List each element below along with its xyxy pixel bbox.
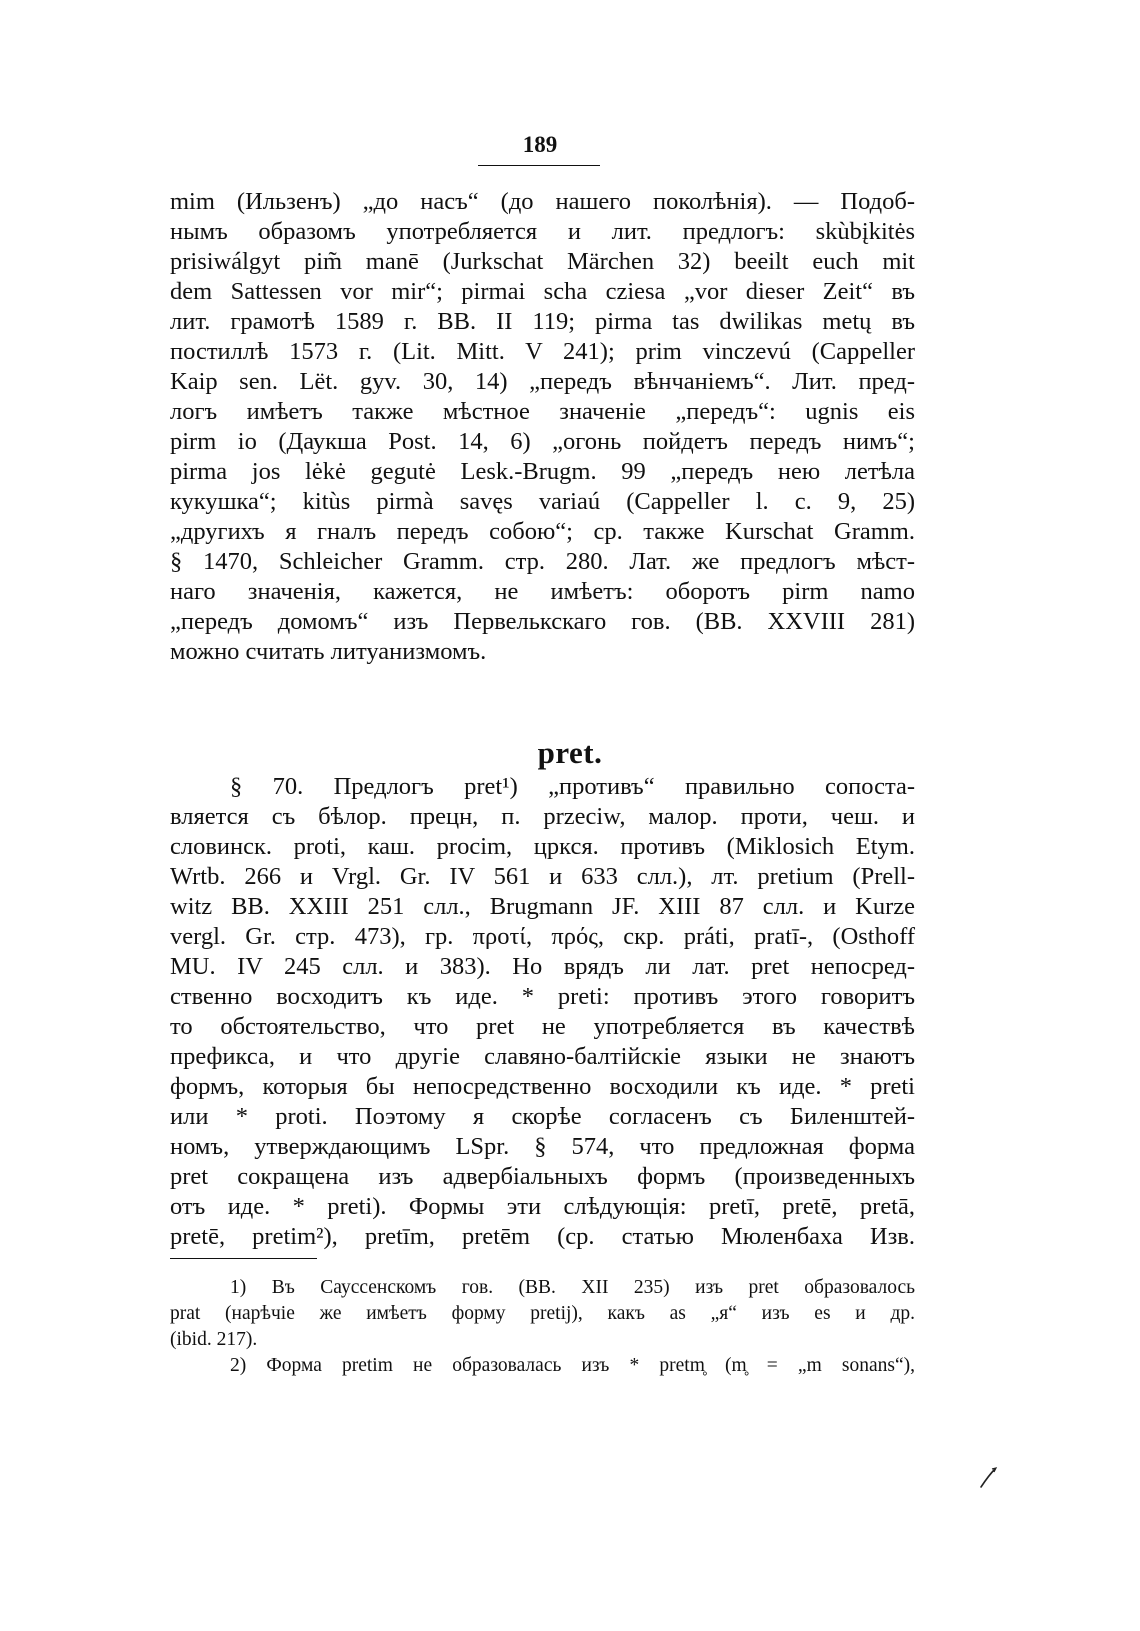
footnote-line: 2) Форма pretim не образовалась изъ * pretm̥ (m̥ = „m sonans“), <box>230 1355 915 1376</box>
footnote-line: (ibid. 217). <box>170 1329 258 1350</box>
text-line: кукушка“; kitùs pirmà savęs variaú (Cappeller l. c. 9, 25) <box>170 488 915 515</box>
section-paragraph <box>170 772 915 1252</box>
text-line: pirma jos lėkė gegutė Lesk.-Brugm. 99 „передъ нею летѣла <box>170 458 915 485</box>
text-line: § 1470, Schleicher Gramm. стр. 280. Лат. же предлогъ мѣст- <box>170 548 915 575</box>
text-line: witz BB. XXIII 251 слл., Brugmann JF. XIII 87 слл. и Kurze <box>170 893 915 920</box>
text-line: „передъ домомъ“ изъ Первелькскаго гов. (BB. XXVIII 281) <box>170 608 915 635</box>
footnotes <box>170 1275 915 1379</box>
footnote-rule <box>170 1258 317 1259</box>
text-line: нымъ образомъ употребляется и лит. предлогъ: skùbįkitės <box>170 218 915 245</box>
text-line: номъ, утверждающимъ LSpr. § 574, что предложная форма <box>170 1133 915 1160</box>
text-line: лит. грамотѣ 1589 г. BB. II 119; pirma tas dwilikas metų въ <box>170 308 915 335</box>
text-line: логъ имѣетъ также мѣстное значеніе „передъ“: ugnis eis <box>170 398 915 425</box>
section-heading: pret. <box>537 735 603 770</box>
text-line: § 70. Предлогъ pret¹) „противъ“ правильно сопоста- <box>230 773 915 800</box>
text-line: Wrtb. 266 и Vrgl. Gr. IV 561 и 633 слл.), лт. pretium (Prell- <box>170 863 915 890</box>
text-line: Kaip sen. Lët. gyv. 30, 14) „передъ вѣнчаніемъ“. Лит. пред- <box>170 368 915 395</box>
text-line: то обстоятельство, что pret не употребляется въ качествѣ <box>170 1013 915 1040</box>
text-line: можно считать литуанизмомъ. <box>170 638 487 665</box>
text-line: pirm io (Даукша Post. 14, 6) „огонь пойдетъ передъ нимъ“; <box>170 428 915 455</box>
footnote-line: prat (нарѣчіе же имѣетъ форму pretij), какъ as „я“ изъ es и др. <box>170 1303 915 1324</box>
text-line: вляется съ бѣлор. прецн, п. przeciw, малор. проти, чеш. и <box>170 803 915 830</box>
text-line: dem Sattessen vor mir“; pirmai scha cziesa „vor dieser Zeit“ въ <box>170 278 915 305</box>
text-line: или * proti. Поэтому я скорѣе согласенъ съ Биленштей- <box>170 1103 915 1130</box>
text-line: постиллѣ 1573 г. (Lit. Mitt. V 241); prim vinczevú (Cappeller <box>170 338 915 365</box>
text-line: MU. IV 245 слл. и 383). Но врядъ ли лат. pret непосред- <box>170 953 915 980</box>
pen-mark-icon <box>978 1466 998 1490</box>
footnote-line: 1) Въ Сауссенскомъ гов. (BB. XII 235) изъ pret образовалось <box>230 1277 915 1298</box>
text-line: „другихъ я гналъ передъ собою“; ср. также Kurschat Gramm. <box>170 518 915 545</box>
page-number: 189 <box>522 132 558 157</box>
text-line: pret сокращена изъ адвербіальныхъ формъ (произведенныхъ <box>170 1163 915 1190</box>
text-line: ственно восходитъ къ иде. * preti: противъ этого говоритъ <box>170 983 915 1010</box>
page-number-rule <box>478 165 600 166</box>
paragraph-continuation <box>170 187 915 667</box>
text-line: словинск. proti, каш. procim, цркся. противъ (Miklosich Etym. <box>170 833 915 860</box>
text-line: prisiwálgyt pim̃ manē (Jurkschat Märchen 32) beeilt euch mit <box>170 248 915 275</box>
text-line: префикса, и что другіе славяно-балтійскіе языки не знаютъ <box>170 1043 915 1070</box>
text-line: отъ иде. * preti). Формы эти слѣдующія: pretī, pretē, pretā, <box>170 1193 915 1220</box>
text-line: vergl. Gr. стр. 473), гр. προτί, πρός, скр. práti, pratī-, (Osthoff <box>170 923 915 950</box>
text-line: pretē, pretim²), pretīm, pretēm (ср. статью Мюленбаха Изв. <box>170 1223 915 1250</box>
text-line: mim (Ильзенъ) „до насъ“ (до нашего поколѣнія). — Подоб- <box>170 188 915 215</box>
text-line: формъ, которыя бы непосредственно восходили къ иде. * preti <box>170 1073 915 1100</box>
text-line: наго значенія, кажется, не имѣетъ: оборотъ pirm namo <box>170 578 915 605</box>
